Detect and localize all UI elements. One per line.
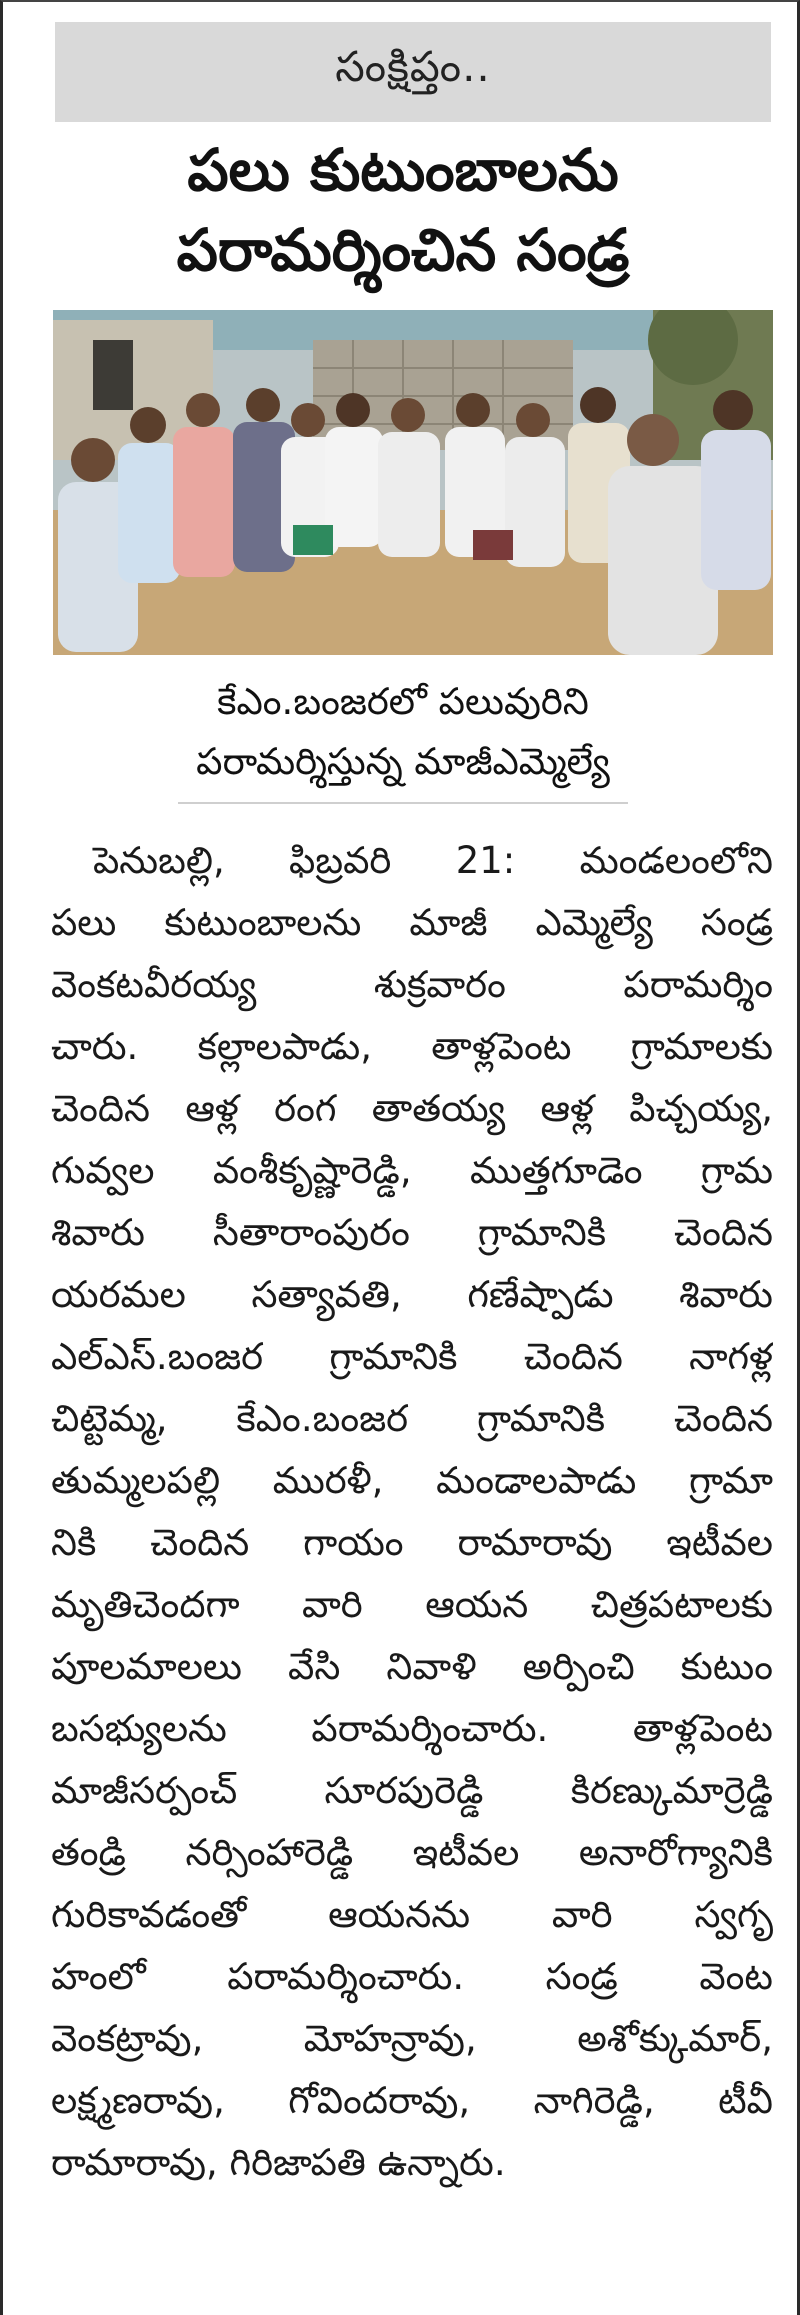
news-photo: [53, 310, 773, 655]
body-line: మాజీసర్పంచ్ సూరపురెడ్డి కిరణ్కుమార్రెడ్డి: [51, 1769, 773, 1812]
caption-line-2: పరామర్శిస్తున్న మాజీఎమ్మెల్యే: [196, 740, 610, 783]
headline-line-2: పరామర్శించిన సండ్ర: [176, 216, 630, 284]
body-line: హంలో పరామర్శించారు. సండ్ర వెంట: [51, 1955, 773, 1998]
body-line: తుమ్మలపల్లి మురళీ, మండాలపాడు గ్రామా: [51, 1459, 773, 1502]
section-kicker-bar: [55, 22, 771, 122]
body-line: రామారావు, గిరిజాపతి ఉన్నారు.: [51, 2141, 506, 2184]
headline: [3, 130, 800, 290]
body-line: మృతిచెందగా వారి ఆయన చిత్రపటాలకు: [51, 1583, 773, 1626]
body-line: బసభ్యులను పరామర్శించారు. తాళ్లపెంట: [51, 1707, 773, 1750]
body-line: నికి చెందిన గాయం రామారావు ఇటీవల: [51, 1521, 773, 1564]
body-line: ఎల్ఎస్.బంజర గ్రామానికి చెందిన నాగళ్ల: [51, 1335, 773, 1378]
body-line: గురికావడంతో ఆయనను వారి స్వగృ: [51, 1893, 773, 1936]
body-line: చెందిన ఆళ్ల రంగ తాతయ్య ఆళ్ల పిచ్చయ్య,: [51, 1087, 773, 1130]
section-kicker: సంక్షిప్తం..: [335, 42, 491, 91]
group-photo-icon: [53, 310, 773, 655]
body-line: వెంకటవీరయ్య శుక్రవారం పరామర్శిం: [51, 963, 773, 1006]
caption-line-1: కేఎం.బంజరలో పలువురిని: [217, 680, 589, 723]
body-line: చిట్టెమ్మ, కేఎం.బంజర గ్రామానికి చెందిన: [51, 1397, 773, 1440]
body-line: పలు కుటుంబాలను మాజీ ఎమ్మెల్యే సండ్ర: [51, 901, 773, 944]
caption-divider: [178, 802, 628, 804]
body-line: గువ్వల వంశీకృష్ణారెడ్డి, ముత్తగూడెం గ్రామ: [51, 1149, 773, 1192]
body-line: పెనుబల్లి, ఫిబ్రవరి 21: మండలంలోని: [93, 839, 773, 882]
body-line: చారు. కల్లాలపాడు, తాళ్లపెంట గ్రామాలకు: [51, 1025, 773, 1068]
body-line: శివారు సీతారాంపురం గ్రామానికి చెందిన: [51, 1211, 773, 1254]
body-line: లక్ష్మణరావు, గోవిందరావు, నాగిరెడ్డి, టీవీ: [51, 2079, 773, 2122]
body-line: తండ్రి నర్సింహారెడ్డి ఇటీవల అనారోగ్యానికి: [51, 1831, 773, 1874]
body-line: పూలమాలలు వేసి నివాళి అర్పించి కుటుం: [51, 1645, 773, 1688]
article-body: [51, 830, 773, 2194]
body-line: యరమల సత్యావతి, గణేష్పాడు శివారు: [51, 1273, 773, 1316]
headline-line-1: పలు కుటుంబాలను: [187, 136, 619, 204]
photo-caption: [3, 672, 800, 792]
body-line: వెంకట్రావు, మోహన్రావు, అశోక్కుమార్,: [51, 2017, 773, 2060]
